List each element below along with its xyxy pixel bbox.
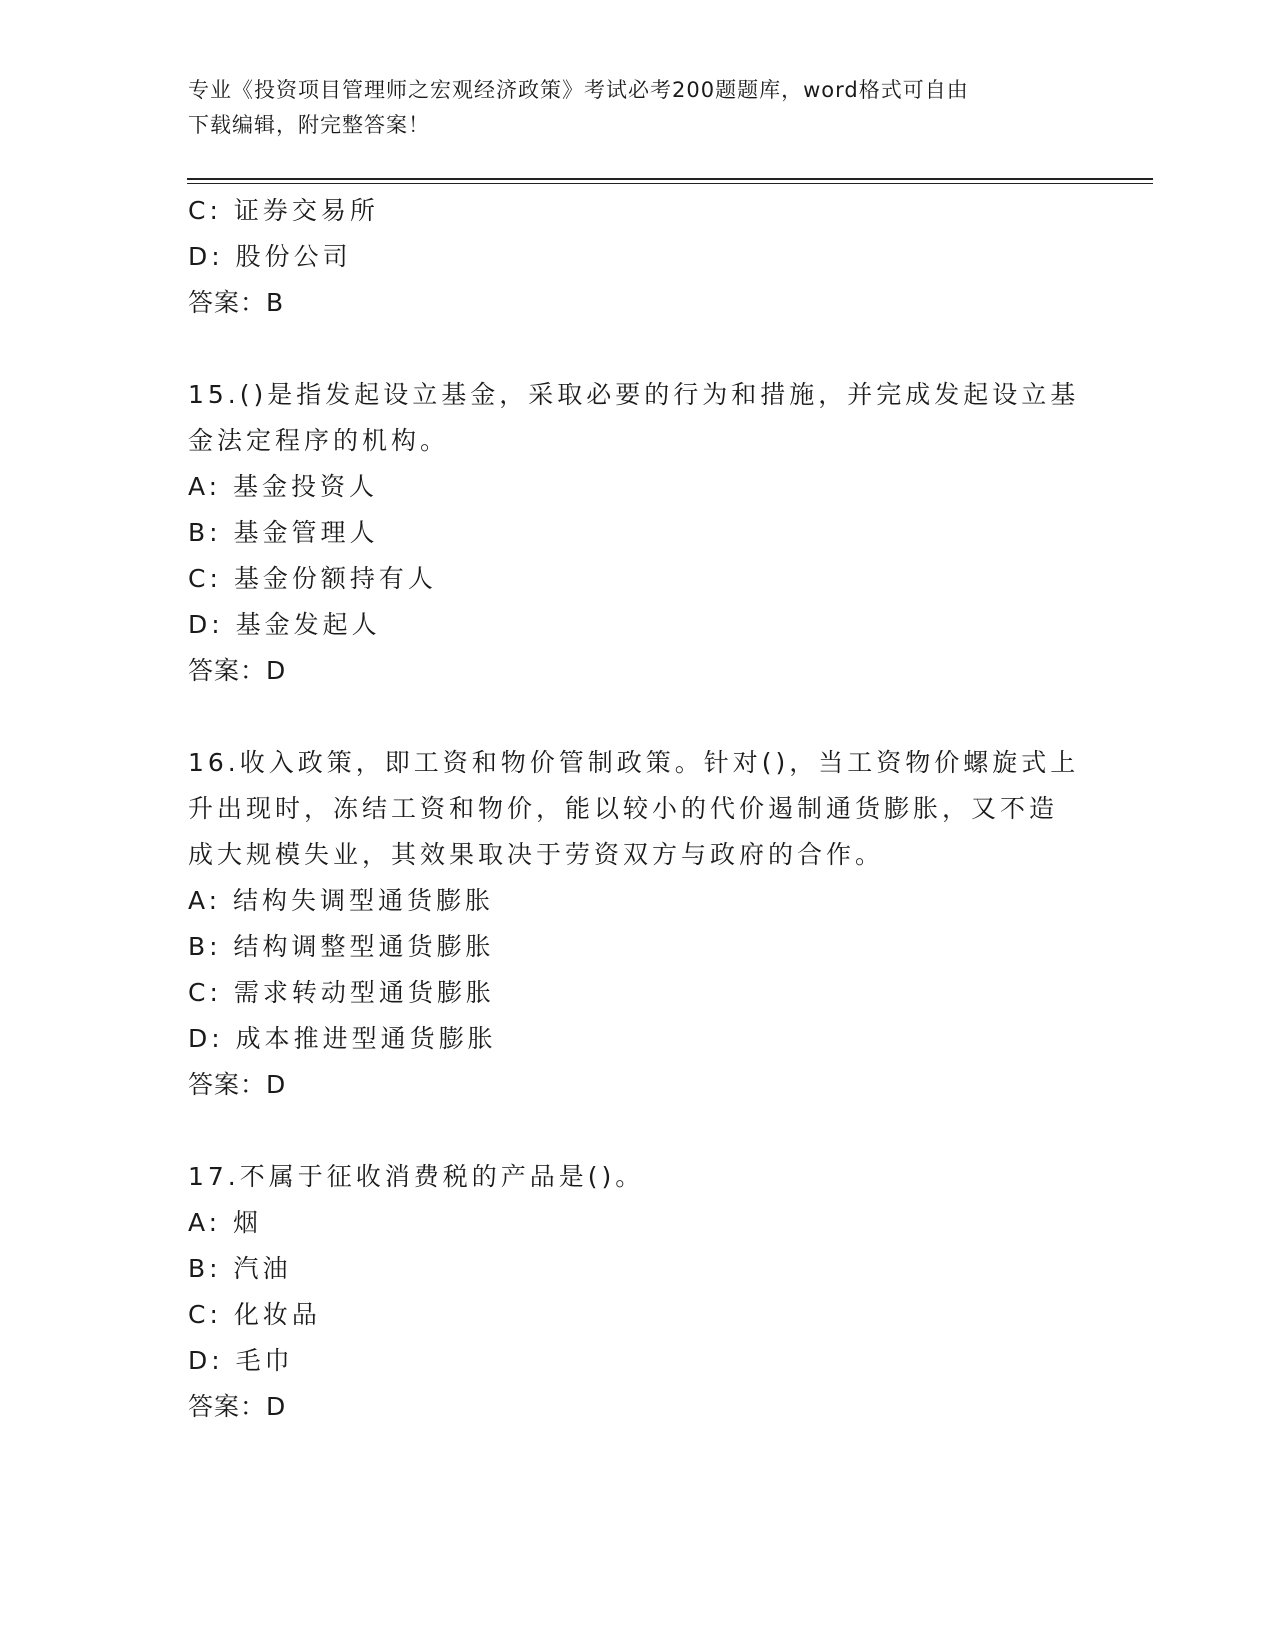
q15-stem-line-1: 15.()是指发起设立基金，采取必要的行为和措施，并完成发起设立基 bbox=[188, 380, 1080, 409]
question-15 bbox=[188, 372, 1088, 694]
q14-answer: 答案：B bbox=[188, 288, 285, 317]
question-16 bbox=[188, 740, 1088, 1108]
q15-option-c: C: 基金份额持有人 bbox=[188, 564, 437, 593]
q16-stem-line-2: 升出现时，冻结工资和物价，能以较小的代价遏制通货膨胀，又不造 bbox=[188, 794, 1059, 823]
q16-option-b: B: 结构调整型通货膨胀 bbox=[188, 932, 495, 961]
question-14 bbox=[188, 188, 1088, 326]
q16-stem-line-3: 成大规模失业，其效果取决于劳资双方与政府的合作。 bbox=[188, 840, 885, 869]
spacer bbox=[188, 694, 1088, 740]
q15-option-a: A: 基金投资人 bbox=[188, 472, 379, 501]
q15-stem-line-2: 金法定程序的机构。 bbox=[188, 426, 450, 455]
q15-answer: 答案：D bbox=[188, 656, 287, 685]
spacer bbox=[188, 1108, 1088, 1154]
q15-option-b: B: 基金管理人 bbox=[188, 518, 379, 547]
q14-option-d: D: 股份公司 bbox=[188, 242, 352, 271]
q16-option-d: D: 成本推进型通货膨胀 bbox=[188, 1024, 497, 1053]
q16-option-c: C: 需求转动型通货膨胀 bbox=[188, 978, 495, 1007]
header-title-line-1: 专业《投资项目管理师之宏观经济政策》考试必考200题题库，word格式可自由 bbox=[188, 78, 969, 102]
q17-answer: 答案：D bbox=[188, 1392, 287, 1421]
q16-option-a: A: 结构失调型通货膨胀 bbox=[188, 886, 495, 915]
page-header bbox=[188, 73, 1088, 143]
header-divider-thin bbox=[187, 183, 1153, 184]
question-list bbox=[188, 188, 1088, 1430]
q14-option-c: C: 证券交易所 bbox=[188, 196, 379, 225]
q17-option-c: C: 化妆品 bbox=[188, 1300, 321, 1329]
q17-option-b: B: 汽油 bbox=[188, 1254, 292, 1283]
q16-stem-line-1: 16.收入政策，即工资和物价管制政策。针对()，当工资物价螺旋式上 bbox=[188, 748, 1080, 777]
q17-option-d: D: 毛巾 bbox=[188, 1346, 294, 1375]
header-divider-thick bbox=[187, 178, 1153, 180]
q17-stem-line-1: 17.不属于征收消费税的产品是()。 bbox=[188, 1162, 645, 1191]
q16-answer: 答案：D bbox=[188, 1070, 287, 1099]
header-title-line-2: 下载编辑，附完整答案！ bbox=[188, 113, 430, 137]
q15-option-d: D: 基金发起人 bbox=[188, 610, 381, 639]
spacer bbox=[188, 326, 1088, 372]
question-17 bbox=[188, 1154, 1088, 1430]
q17-option-a: A: 烟 bbox=[188, 1208, 263, 1237]
